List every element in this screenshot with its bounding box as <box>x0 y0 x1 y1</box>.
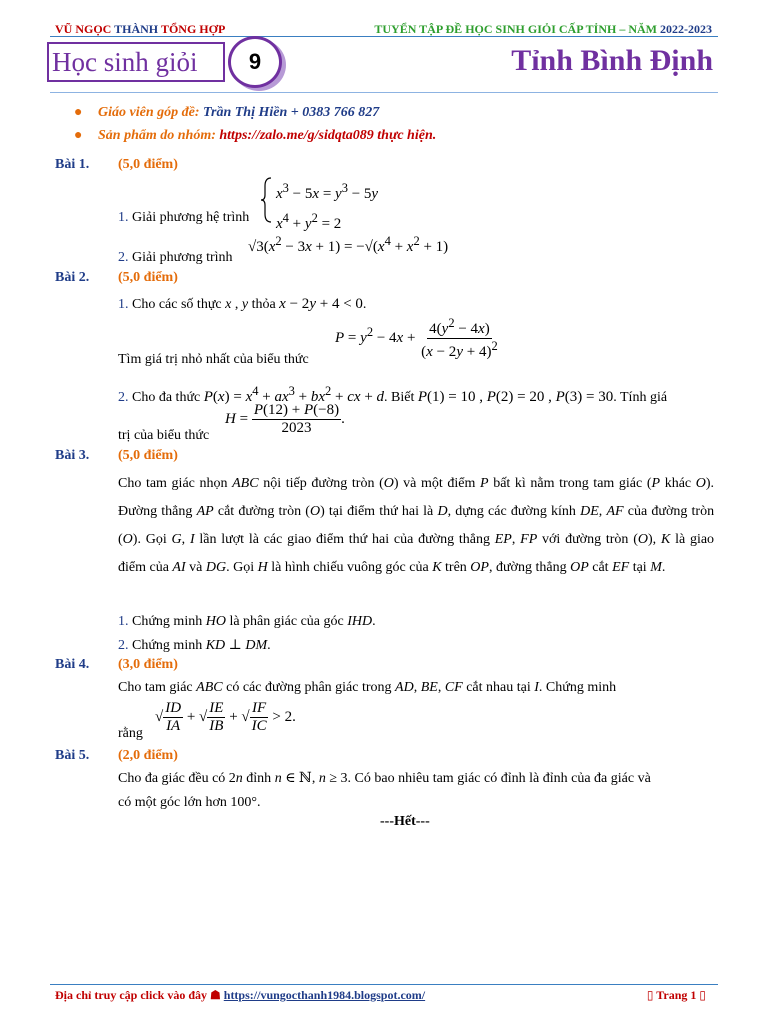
grade-badge <box>228 36 282 88</box>
credit-link[interactable]: https://zalo.me/g/sidqta089 thực hiện. <box>219 128 437 143</box>
problem-1-points: (5,0 điểm) <box>118 157 178 172</box>
header-right <box>374 22 712 37</box>
p1-q2: 2. Giải phương trình <box>118 250 233 265</box>
footer-label: Địa chỉ truy cập click vào đây <box>55 988 207 1002</box>
p1-system: $x^3 - 5x = y^3 - 5y$ $x^4 + y^2 = 2$ <box>266 176 378 236</box>
p4-inequality: √ $\frac{ID}{IA}$ + √ $\frac{IE}{IB}$ + √ $\frac{IF}{IC}$ > 2. <box>155 700 296 734</box>
problem-4-points: (3,0 điểm) <box>118 657 178 672</box>
p2-q1-text: Tìm giá trị nhỏ nhất của biểu thức <box>118 352 309 367</box>
credit-group[interactable] <box>74 128 437 144</box>
p5-statement-2: có một góc lớn hơn 100°. <box>118 795 261 810</box>
p2-q2: 2. Cho đa thức $P(x) = x^4 + ax^3 + bx^2$ + cx + d. Biết P(1) = 10 , P(2) = 20 , P(3) = 30. Tính giá <box>118 384 668 405</box>
problem-2-points: (5,0 điểm) <box>118 270 178 285</box>
end-marker: ---Hết--- <box>380 814 430 829</box>
page-number: ▯ Trang 1 ▯ <box>646 988 706 1002</box>
header-left <box>55 22 225 37</box>
header-author-b: THÀNH <box>114 22 159 36</box>
p3-q2: 2. Chứng minh KD ⊥ DM. <box>118 638 271 653</box>
grade-number: 9 <box>248 49 262 74</box>
p2-q2-text: trị của biểu thức <box>118 428 210 443</box>
p4-text: rằng <box>118 726 143 741</box>
credit-teacher <box>74 105 380 121</box>
header-author-c: TỔNG HỢP <box>160 22 226 36</box>
p3-statement: Cho tam giác nhọn ABC nội tiếp đường tròn (O) và một điểm P bất kì nằm trong tam giác (P khác O). Đường thẳng AP cắt đường tròn (O) tại điểm thứ hai là D, dựng các đường kính DE, AF của đường tròn (O). Gọi G, I lần lượt là các giao điểm thứ hai của đường thẳng EP, FP với đường tròn (O), K là giao điểm của AI và DG. Gọi H là hình chiếu vuông góc của K trên OP, đường thẳng OP cắt EF tại M. <box>118 476 715 575</box>
problem-4-title: Bài 4. <box>55 657 90 672</box>
house-icon: ☗ <box>210 988 221 1002</box>
footer-divider <box>50 984 718 985</box>
p3-q1: 1. Chứng minh HO là phân giác của góc IHD. <box>118 614 376 629</box>
problem-1-title: Bài 1. <box>55 157 90 172</box>
brace-icon <box>260 176 274 224</box>
header-collection-title: TUYỂN TẬP ĐỀ HỌC SINH GIỎI CẤP TỈNH – NĂM <box>374 22 657 36</box>
title-divider <box>50 92 718 93</box>
bullet-icon: ● <box>74 105 83 120</box>
p4-statement: Cho tam giác ABC có các đường phân giác trong AD, BE, CF cắt nhau tại I. Chứng minh <box>118 680 617 695</box>
footer-url[interactable]: https://vungocthanh1984.blogspot.com/ <box>223 988 426 1002</box>
footer-link-row[interactable] <box>55 988 425 1003</box>
p2-H: H = $\frac{P(12) + P(-8)}{2023}$ . <box>225 402 345 436</box>
problem-3-points: (5,0 điểm) <box>118 448 178 463</box>
header-year: 2022-2023 <box>660 22 712 36</box>
problem-5-title: Bài 5. <box>55 748 90 763</box>
page-title <box>47 42 225 82</box>
province-title: Tỉnh Bình Định <box>511 44 713 77</box>
credit-label: Sản phẩm do nhóm: <box>98 128 216 143</box>
header-divider <box>50 36 718 37</box>
credit-label: Giáo viên góp đề: <box>98 105 200 120</box>
title-text: Học sinh giỏi <box>52 46 198 77</box>
problem-3-title: Bài 3. <box>55 448 90 463</box>
p2-q1: 1. Cho các số thực x , y thỏa x − 2y + 4 < 0. <box>118 296 367 312</box>
p2-expression: $P = y^2 - 4x$ + $\frac{4(y^2 - 4x)}{(x - 2y + 4)^2}$ <box>335 316 498 360</box>
p5-statement: Cho đa giác đều có 2n đỉnh n ∈ ℕ, n ≥ 3. Có bao nhiêu tam giác có đỉnh là đỉnh của đa giác và <box>118 771 651 786</box>
bullet-icon: ● <box>74 128 83 143</box>
p1-q1: 1. Giải phương hệ trình <box>118 210 250 225</box>
p1-equation: $√3(x^2 - 3x + 1) = -√(x^4 + x^2 + 1)$ <box>248 234 449 255</box>
credit-value: Trần Thị Hiền + 0383 766 827 <box>202 105 380 120</box>
problem-2-title: Bài 2. <box>55 270 90 285</box>
problem-5-points: (2,0 điểm) <box>118 748 178 763</box>
header-author-a: VŨ NGỌC <box>55 22 112 36</box>
